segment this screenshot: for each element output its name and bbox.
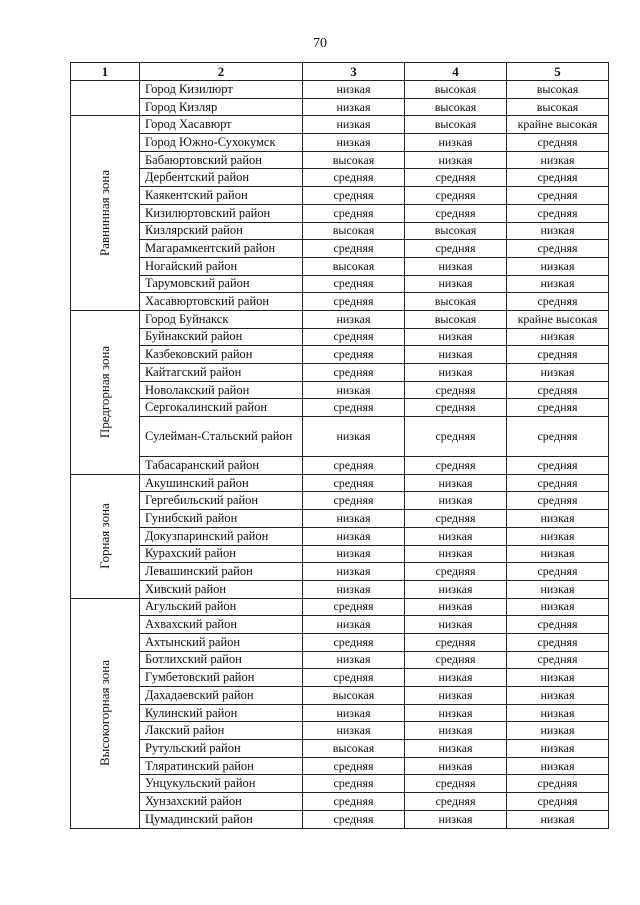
table-row bbox=[71, 240, 609, 258]
rating-cell: низкая bbox=[405, 151, 507, 169]
table-row bbox=[71, 275, 609, 293]
district-name-cell: Табасаранский район bbox=[140, 457, 303, 475]
rating-cell: низкая bbox=[303, 616, 405, 634]
rating-cell: средняя bbox=[507, 633, 609, 651]
rating-cell: средняя bbox=[507, 134, 609, 152]
rating-cell: средняя bbox=[303, 204, 405, 222]
district-name-cell: Левашинский район bbox=[140, 563, 303, 581]
rating-cell: низкая bbox=[405, 275, 507, 293]
zone-label: Равнинная зона bbox=[97, 170, 112, 257]
rating-cell: низкая bbox=[405, 328, 507, 346]
rating-cell: низкая bbox=[507, 527, 609, 545]
rating-cell: низкая bbox=[303, 580, 405, 598]
table-row bbox=[71, 757, 609, 775]
rating-cell: средняя bbox=[303, 757, 405, 775]
table-row bbox=[71, 510, 609, 528]
column-header: 5 bbox=[507, 63, 609, 81]
rating-cell: средняя bbox=[405, 775, 507, 793]
district-name-cell: Каякентский район bbox=[140, 187, 303, 205]
table-row bbox=[71, 257, 609, 275]
rating-cell: высокая bbox=[405, 98, 507, 116]
rating-cell: средняя bbox=[507, 775, 609, 793]
rating-cell: низкая bbox=[507, 669, 609, 687]
rating-cell: средняя bbox=[405, 204, 507, 222]
rating-cell: низкая bbox=[405, 687, 507, 705]
rating-cell: средняя bbox=[303, 364, 405, 382]
rating-cell: средняя bbox=[303, 328, 405, 346]
rating-cell: средняя bbox=[303, 633, 405, 651]
rating-cell: высокая bbox=[303, 151, 405, 169]
rating-cell: низкая bbox=[507, 757, 609, 775]
table-row bbox=[71, 651, 609, 669]
district-name-cell: Город Хасавюрт bbox=[140, 116, 303, 134]
rating-cell: низкая bbox=[303, 134, 405, 152]
rating-cell: низкая bbox=[303, 651, 405, 669]
rating-cell: средняя bbox=[405, 651, 507, 669]
column-header: 3 bbox=[303, 63, 405, 81]
table-row bbox=[71, 633, 609, 651]
table-row bbox=[71, 704, 609, 722]
table-row bbox=[71, 399, 609, 417]
rating-cell: низкая bbox=[507, 328, 609, 346]
rating-cell: средняя bbox=[405, 399, 507, 417]
rating-cell: высокая bbox=[303, 257, 405, 275]
table-row bbox=[71, 151, 609, 169]
header-row bbox=[71, 63, 609, 81]
table-row bbox=[71, 793, 609, 811]
zone-cell bbox=[71, 474, 140, 598]
rating-cell: средняя bbox=[303, 240, 405, 258]
rating-cell: низкая bbox=[507, 510, 609, 528]
rating-cell: низкая bbox=[405, 669, 507, 687]
rating-cell: низкая bbox=[507, 151, 609, 169]
rating-cell: средняя bbox=[303, 492, 405, 510]
rating-cell: низкая bbox=[405, 364, 507, 382]
district-name-cell: Кизилюртовский район bbox=[140, 204, 303, 222]
district-name-cell: Хивский район bbox=[140, 580, 303, 598]
rating-cell: средняя bbox=[405, 457, 507, 475]
rating-cell: средняя bbox=[405, 240, 507, 258]
table-row bbox=[71, 598, 609, 616]
rating-cell: низкая bbox=[507, 810, 609, 828]
rating-cell: средняя bbox=[405, 563, 507, 581]
column-header: 4 bbox=[405, 63, 507, 81]
rating-cell: высокая bbox=[405, 222, 507, 240]
rating-cell: низкая bbox=[405, 257, 507, 275]
table-row bbox=[71, 187, 609, 205]
rating-cell: средняя bbox=[507, 399, 609, 417]
zone-label: Предгорная зона bbox=[97, 346, 112, 439]
rating-cell: средняя bbox=[507, 381, 609, 399]
table-row bbox=[71, 775, 609, 793]
table-row bbox=[71, 563, 609, 581]
district-name-cell: Город Буйнакск bbox=[140, 310, 303, 328]
rating-cell: низкая bbox=[507, 598, 609, 616]
district-name-cell: Буйнакский район bbox=[140, 328, 303, 346]
table-row bbox=[71, 98, 609, 116]
district-name-cell: Дахадаевский район bbox=[140, 687, 303, 705]
district-name-cell: Кизлярский район bbox=[140, 222, 303, 240]
rating-cell: средняя bbox=[507, 293, 609, 311]
rating-cell: средняя bbox=[303, 399, 405, 417]
rating-cell: высокая bbox=[507, 81, 609, 99]
rating-cell: средняя bbox=[507, 417, 609, 457]
district-name-cell: Ногайский район bbox=[140, 257, 303, 275]
rating-cell: средняя bbox=[303, 810, 405, 828]
rating-cell: средняя bbox=[507, 240, 609, 258]
table-row bbox=[71, 492, 609, 510]
table-row bbox=[71, 81, 609, 99]
rating-cell: средняя bbox=[507, 474, 609, 492]
table-row bbox=[71, 474, 609, 492]
rating-cell: средняя bbox=[303, 793, 405, 811]
district-name-cell: Тарумовский район bbox=[140, 275, 303, 293]
district-name-cell: Курахский район bbox=[140, 545, 303, 563]
rating-cell: низкая bbox=[507, 257, 609, 275]
zone-cell bbox=[71, 598, 140, 828]
rating-cell: средняя bbox=[507, 563, 609, 581]
district-name-cell: Город Южно-Сухокумск bbox=[140, 134, 303, 152]
district-name-cell: Дербентский район bbox=[140, 169, 303, 187]
district-name-cell: Ахтынский район bbox=[140, 633, 303, 651]
rating-cell: средняя bbox=[507, 492, 609, 510]
district-name-cell: Агульский район bbox=[140, 598, 303, 616]
rating-cell: низкая bbox=[405, 598, 507, 616]
rating-cell: низкая bbox=[303, 381, 405, 399]
rating-cell: низкая bbox=[405, 527, 507, 545]
rating-cell: высокая bbox=[507, 98, 609, 116]
rating-cell: средняя bbox=[303, 169, 405, 187]
zone-cell bbox=[71, 310, 140, 474]
district-name-cell: Цумадинский район bbox=[140, 810, 303, 828]
district-name-cell: Кайтагский район bbox=[140, 364, 303, 382]
rating-cell: низкая bbox=[303, 563, 405, 581]
rating-cell: низкая bbox=[507, 275, 609, 293]
table-row bbox=[71, 810, 609, 828]
district-name-cell: Город Кизилюрт bbox=[140, 81, 303, 99]
table-row bbox=[71, 204, 609, 222]
rating-cell: средняя bbox=[507, 204, 609, 222]
district-name-cell: Ахвахский район bbox=[140, 616, 303, 634]
table-row bbox=[71, 328, 609, 346]
zone-label: Высокогорная зона bbox=[97, 659, 112, 767]
rating-cell: средняя bbox=[303, 598, 405, 616]
rating-cell: высокая bbox=[303, 222, 405, 240]
rating-cell: низкая bbox=[405, 740, 507, 758]
district-name-cell: Рутульский район bbox=[140, 740, 303, 758]
table-row bbox=[71, 545, 609, 563]
rating-cell: низкая bbox=[303, 417, 405, 457]
district-name-cell: Тляратинский район bbox=[140, 757, 303, 775]
rating-cell: низкая bbox=[405, 757, 507, 775]
table-row bbox=[71, 417, 609, 457]
table-row bbox=[71, 527, 609, 545]
district-name-cell: Бабаюртовский район bbox=[140, 151, 303, 169]
rating-cell: низкая bbox=[507, 740, 609, 758]
rating-cell: средняя bbox=[303, 187, 405, 205]
district-name-cell: Хунзахский район bbox=[140, 793, 303, 811]
table-row bbox=[71, 134, 609, 152]
table-row bbox=[71, 293, 609, 311]
rating-cell: низкая bbox=[507, 687, 609, 705]
rating-cell: крайне высокая bbox=[507, 116, 609, 134]
district-name-cell: Гунибский район bbox=[140, 510, 303, 528]
rating-cell: средняя bbox=[303, 669, 405, 687]
rating-cell: средняя bbox=[507, 651, 609, 669]
rating-cell: низкая bbox=[405, 492, 507, 510]
rating-cell: низкая bbox=[303, 81, 405, 99]
rating-cell: средняя bbox=[303, 293, 405, 311]
district-name-cell: Докузпаринский район bbox=[140, 527, 303, 545]
rating-cell: средняя bbox=[303, 275, 405, 293]
rating-cell: низкая bbox=[303, 704, 405, 722]
table-row bbox=[71, 346, 609, 364]
district-name-cell: Гергебильский район bbox=[140, 492, 303, 510]
rating-cell: средняя bbox=[303, 346, 405, 364]
district-name-cell: Гумбетовский район bbox=[140, 669, 303, 687]
column-header: 2 bbox=[140, 63, 303, 81]
rating-cell: средняя bbox=[303, 775, 405, 793]
rating-cell: средняя bbox=[405, 793, 507, 811]
rating-cell: средняя bbox=[405, 381, 507, 399]
rating-cell: средняя bbox=[405, 187, 507, 205]
rating-cell: крайне высокая bbox=[507, 310, 609, 328]
rating-cell: низкая bbox=[303, 116, 405, 134]
district-table bbox=[70, 62, 609, 829]
rating-cell: низкая bbox=[405, 134, 507, 152]
table-row bbox=[71, 310, 609, 328]
table-row bbox=[71, 580, 609, 598]
rating-cell: средняя bbox=[303, 457, 405, 475]
zone-cell bbox=[71, 116, 140, 311]
district-name-cell: Новолакский район bbox=[140, 381, 303, 399]
rating-cell: низкая bbox=[507, 222, 609, 240]
district-name-cell: Унцукульский район bbox=[140, 775, 303, 793]
rating-cell: низкая bbox=[405, 580, 507, 598]
rating-cell: высокая bbox=[303, 740, 405, 758]
district-name-cell: Сергокалинский район bbox=[140, 399, 303, 417]
table-row bbox=[71, 457, 609, 475]
rating-cell: средняя bbox=[507, 346, 609, 364]
rating-cell: средняя bbox=[507, 187, 609, 205]
rating-cell: низкая bbox=[507, 580, 609, 598]
rating-cell: средняя bbox=[507, 457, 609, 475]
rating-cell: средняя bbox=[405, 510, 507, 528]
rating-cell: низкая bbox=[405, 722, 507, 740]
column-header: 1 bbox=[71, 63, 140, 81]
table-row bbox=[71, 616, 609, 634]
district-name-cell: Кулинский район bbox=[140, 704, 303, 722]
rating-cell: низкая bbox=[405, 346, 507, 364]
district-name-cell: Лакский район bbox=[140, 722, 303, 740]
district-name-cell: Магарамкентский район bbox=[140, 240, 303, 258]
district-name-cell: Акушинский район bbox=[140, 474, 303, 492]
district-name-cell: Ботлихский район bbox=[140, 651, 303, 669]
rating-cell: средняя bbox=[405, 633, 507, 651]
rating-cell: низкая bbox=[507, 722, 609, 740]
rating-cell: низкая bbox=[507, 364, 609, 382]
rating-cell: высокая bbox=[405, 116, 507, 134]
table-row bbox=[71, 722, 609, 740]
page-number: 70 bbox=[313, 36, 327, 51]
rating-cell: средняя bbox=[405, 417, 507, 457]
table-row bbox=[71, 740, 609, 758]
district-name-cell: Казбековский район bbox=[140, 346, 303, 364]
rating-cell: низкая bbox=[303, 98, 405, 116]
rating-cell: высокая bbox=[303, 687, 405, 705]
table-row bbox=[71, 669, 609, 687]
rating-cell: низкая bbox=[405, 704, 507, 722]
rating-cell: низкая bbox=[303, 510, 405, 528]
zone-label: Горная зона bbox=[97, 503, 112, 569]
district-name-cell: Хасавюртовский район bbox=[140, 293, 303, 311]
table-row bbox=[71, 687, 609, 705]
table-row bbox=[71, 364, 609, 382]
zone-cell bbox=[71, 81, 140, 116]
rating-cell: низкая bbox=[507, 704, 609, 722]
table-row bbox=[71, 116, 609, 134]
rating-cell: низкая bbox=[303, 545, 405, 563]
rating-cell: высокая bbox=[405, 81, 507, 99]
rating-cell: высокая bbox=[405, 310, 507, 328]
table-row bbox=[71, 222, 609, 240]
table-row bbox=[71, 169, 609, 187]
rating-cell: высокая bbox=[405, 293, 507, 311]
rating-cell: низкая bbox=[405, 810, 507, 828]
rating-cell: низкая bbox=[303, 722, 405, 740]
rating-cell: низкая bbox=[303, 527, 405, 545]
rating-cell: средняя bbox=[507, 169, 609, 187]
table-row bbox=[71, 381, 609, 399]
rating-cell: низкая bbox=[405, 616, 507, 634]
rating-cell: средняя bbox=[405, 169, 507, 187]
rating-cell: низкая bbox=[303, 310, 405, 328]
rating-cell: низкая bbox=[507, 545, 609, 563]
district-name-cell: Сулейман-Стальский район bbox=[140, 417, 303, 457]
rating-cell: средняя bbox=[507, 616, 609, 634]
district-name-cell: Город Кизляр bbox=[140, 98, 303, 116]
rating-cell: низкая bbox=[405, 474, 507, 492]
rating-cell: низкая bbox=[405, 545, 507, 563]
rating-cell: средняя bbox=[507, 793, 609, 811]
rating-cell: средняя bbox=[303, 474, 405, 492]
